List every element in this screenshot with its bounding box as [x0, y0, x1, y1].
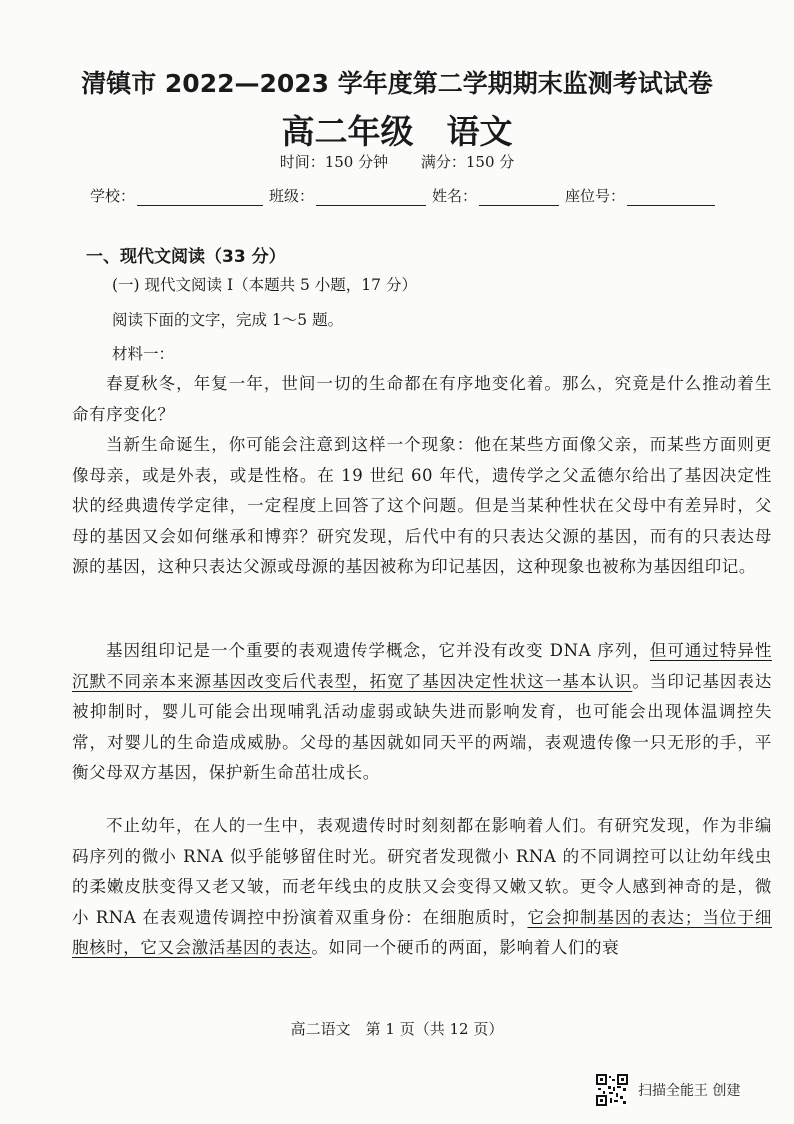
- underlined-phrase-2: 它会抑制基因的表达；当位于细胞核时，它又会激活基因的表达: [72, 907, 772, 957]
- seat-field[interactable]: [565, 185, 715, 206]
- scanner-watermark: [596, 1074, 740, 1106]
- name-label: 姓名：: [432, 187, 478, 205]
- paragraph-4-part-c: 。如同一个硬币的两面，影响着人们的衰: [311, 938, 620, 957]
- school-blank[interactable]: [137, 191, 263, 206]
- paragraph-3: [72, 636, 772, 789]
- name-blank[interactable]: [479, 191, 559, 206]
- sub-section-heading: (一) 现代文阅读 I（本题共 5 小题，17 分）: [112, 276, 417, 294]
- page-footer: 高二语文 第 1 页（共 12 页）: [290, 1020, 504, 1038]
- exam-title: 清镇市 2022—2023 学年度第二学期期末监测考试试卷: [81, 69, 713, 98]
- qr-code-icon: [596, 1074, 628, 1106]
- name-field[interactable]: [432, 185, 559, 206]
- seat-label: 座位号：: [565, 187, 626, 205]
- class-label: 班级：: [269, 187, 315, 205]
- full-score: 满分：150 分: [420, 153, 515, 171]
- student-info-fields: [90, 185, 730, 206]
- scanner-label: 扫描全能王 创建: [638, 1083, 741, 1099]
- paragraph-1: 春夏秋冬，年复一年，世间一切的生命都在有序地变化着。那么，究竟是什么推动着生命有序变化？: [72, 374, 772, 424]
- paragraph-4-part-a: 不止幼年，在人的一生中，表观遗传时时刻刻都在影响着人们。有研究发现，作为非编码序列的微小 RNA 似乎能够留住时光。研究者发现微小 RNA 的不同调控可以让幼年线虫的柔嫩皮肤变得又老又皱，而老年线虫的皮肤又会变得又嫩又软。更令人感到神奇的是，微小 RNA 在表观遗传调控中扮演着双重身份：在细胞质时，: [72, 816, 772, 927]
- paragraph-3-part-a: 基因组印记是一个重要的表观遗传学概念，它并没有改变 DNA 序列，: [106, 641, 650, 660]
- time-limit: 时间：150 分钟: [279, 153, 389, 171]
- underlined-phrase-1: 但可通过特异性沉默不同亲本来源基因改变后代表型，拓宽了基因决定性状这一基本认识: [72, 641, 772, 691]
- class-blank[interactable]: [316, 191, 426, 206]
- seat-blank[interactable]: [627, 191, 715, 206]
- exam-meta: [0, 151, 794, 172]
- school-label: 学校：: [90, 187, 136, 205]
- school-field[interactable]: [90, 185, 263, 206]
- paragraph-2: 当新生命诞生，你可能会注意到这样一个现象：他在某些方面像父亲，而某些方面则更像母亲，或是外表，或是性格。在 19 世纪 60 年代，遗传学之父孟德尔给出了基因决定性状的经典遗传学定律，一定程度上回答了这个问题。但是当某种性状在父母中有差异时，父母的基因又会如何继承和博弈？研究发现，后代中有的只表达父源的基因，而有的只表达母源的基因，这种只表达父源或母源的基因被称为印记基因，这种现象也被称为基因组印记。: [72, 435, 772, 576]
- instruction-text: 阅读下面的文字，完成 1～5 题。: [112, 311, 344, 329]
- grade-subject-title: 高二年级 语文: [281, 112, 513, 151]
- paragraph-4: [72, 811, 772, 964]
- paragraph-3-part-c: 。当印记基因表达被抑制时，婴儿可能会出现哺乳活动虚弱或缺失进而影响发育，也可能会出现体温调控失常，对婴儿的生命造成威胁。父母的基因就如同天平的两端，表观遗传像一只无形的手，平衡父母双方基因，保护新生命茁壮成长。: [72, 671, 772, 782]
- section-heading: 一、现代文阅读（33 分）: [86, 247, 286, 267]
- material-label: 材料一：: [112, 345, 175, 363]
- class-field[interactable]: [269, 185, 426, 206]
